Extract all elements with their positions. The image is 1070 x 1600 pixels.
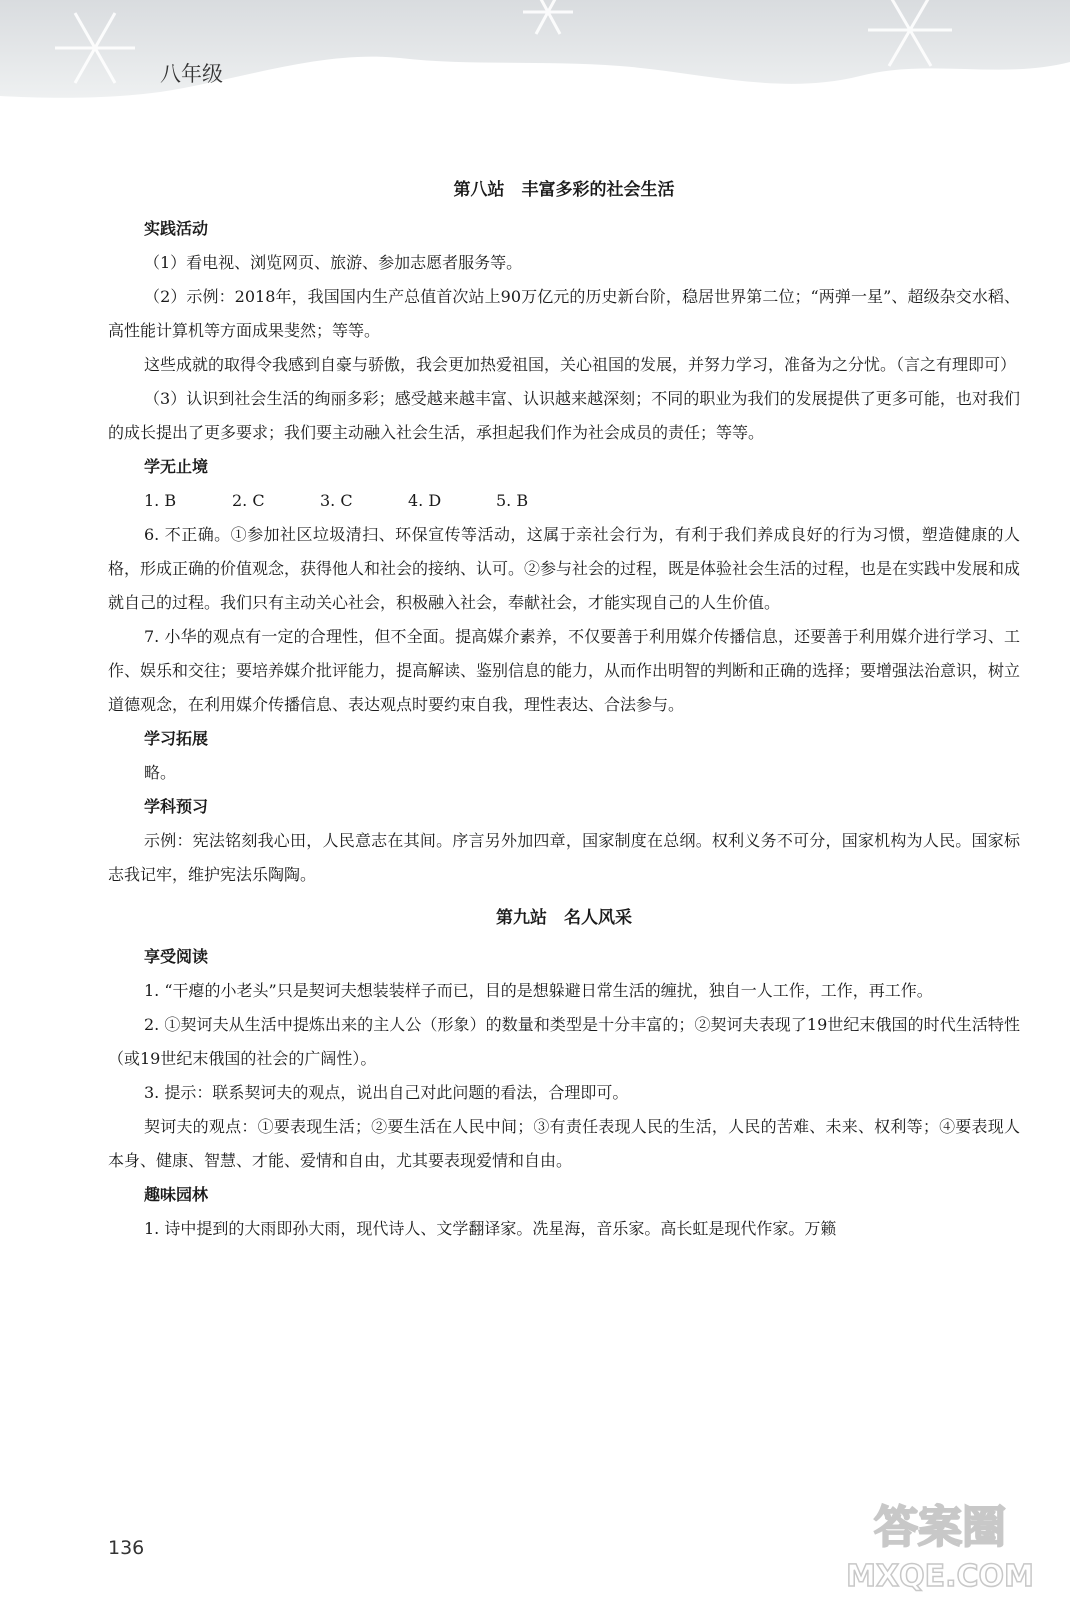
- multiple-choice-answers: [144, 484, 1020, 518]
- answer-item: 1. B: [144, 491, 177, 510]
- fun-paragraph: 1. 诗中提到的大雨即孙大雨，现代诗人、文学翻译家。冼星海，音乐家。高长虹是现代作家。万籁: [144, 1219, 837, 1238]
- page-content: [108, 172, 1020, 1246]
- section-fun-title: 趣味园林: [144, 1185, 209, 1204]
- practice-paragraph: 这些成就的取得令我感到自豪与骄傲，我会更加热爱祖国，关心祖国的发展，并努力学习，准备为之分忧。（言之有理即可）: [144, 355, 1017, 374]
- section-expand-title: 学习拓展: [144, 729, 209, 748]
- answer-item: 2. C: [232, 491, 265, 510]
- reading-paragraph: 契诃夫的观点：①要表现生活；②要生活在人民中间；③有责任表现人民的生活，人民的苦难、未来、权利等；④要表现人本身、健康、智慧、才能、爱情和自由，尤其要表现爱情和自由。: [108, 1117, 1020, 1170]
- reading-paragraph: 1. “干瘪的小老头”只是契诃夫想装装样子而已，目的是想躲避日常生活的缠扰，独自一人工作，工作，再工作。: [144, 981, 933, 1000]
- section-reading-title: 享受阅读: [144, 947, 209, 966]
- reading-paragraph: 2. ①契诃夫从生活中提炼出来的主人公（形象）的数量和类型是十分丰富的；②契诃夫表现了19世纪末俄国的时代生活特性（或19世纪末俄国的社会的广阔性）。: [108, 1015, 1020, 1068]
- reading-paragraph: 3. 提示：联系契诃夫的观点，说出自己对此问题的看法，合理即可。: [144, 1083, 629, 1102]
- site-watermark-logo: [820, 1490, 1060, 1596]
- watermark-line1: 答案圈: [874, 1502, 1006, 1553]
- preview-text: 示例：宪法铭刻我心田，人民意志在其间。序言另外加四章，国家制度在总纲。权利义务不可分，国家机构为人民。国家标志我记牢，维护宪法乐陶陶。: [108, 831, 1020, 884]
- page-number: 136: [108, 1537, 145, 1559]
- practice-paragraph: （2）示例：2018年，我国国内生产总值首次站上90万亿元的历史新台阶，稳居世界第二位；“两弹一星”、超级杂交水稻、高性能计算机等方面成果斐然；等等。: [108, 287, 1020, 340]
- study-paragraph: 7. 小华的观点有一定的合理性，但不全面。提高媒介素养，不仅要善于利用媒介传播信息，还要善于利用媒介进行学习、工作、娱乐和交往；要培养媒介批评能力，提高解读、鉴别信息的能力，从而作出明智的判断和正确的选择；要增强法治意识，树立道德观念，在利用媒介传播信息、表达观点时要约束自我，理性表达、合法参与。: [108, 627, 1021, 714]
- watermark-line2: MXQE.COM: [846, 1559, 1034, 1594]
- section-practice-title: 实践活动: [144, 219, 209, 238]
- practice-paragraph: （3）认识到社会生活的绚丽多彩；感受越来越丰富、认识越来越深刻；不同的职业为我们的发展提供了更多可能，也对我们的成长提出了更多要求；我们要主动融入社会生活，承担起我们作为社会成员的责任；等等。: [108, 389, 1020, 442]
- study-paragraph: 6. 不正确。①参加社区垃圾清扫、环保宣传等活动，这属于亲社会行为，有利于我们养成良好的行为习惯，塑造健康的人格，形成正确的价值观念，获得他人和社会的接纳、认可。②参与社会的过程，既是体验社会生活的过程，也是在实践中发展和成就自己的过程。我们只有主动关心社会，积极融入社会，奉献社会，才能实现自己的人生价值。: [108, 525, 1021, 612]
- practice-paragraph: （1）看电视、浏览网页、旅游、参加志愿者服务等。: [144, 253, 523, 272]
- station-8-title: 第八站 丰富多彩的社会生活: [453, 180, 675, 200]
- section-preview-title: 学科预习: [144, 797, 209, 816]
- answer-item: 4. D: [408, 491, 442, 510]
- station-9-title: 第九站 名人风采: [496, 908, 632, 928]
- section-study-title: 学无止境: [144, 457, 209, 476]
- answer-item: 3. C: [320, 491, 353, 510]
- answer-item: 5. B: [496, 491, 529, 510]
- expand-text: 略。: [144, 763, 177, 782]
- grade-label: 八年级: [160, 62, 223, 86]
